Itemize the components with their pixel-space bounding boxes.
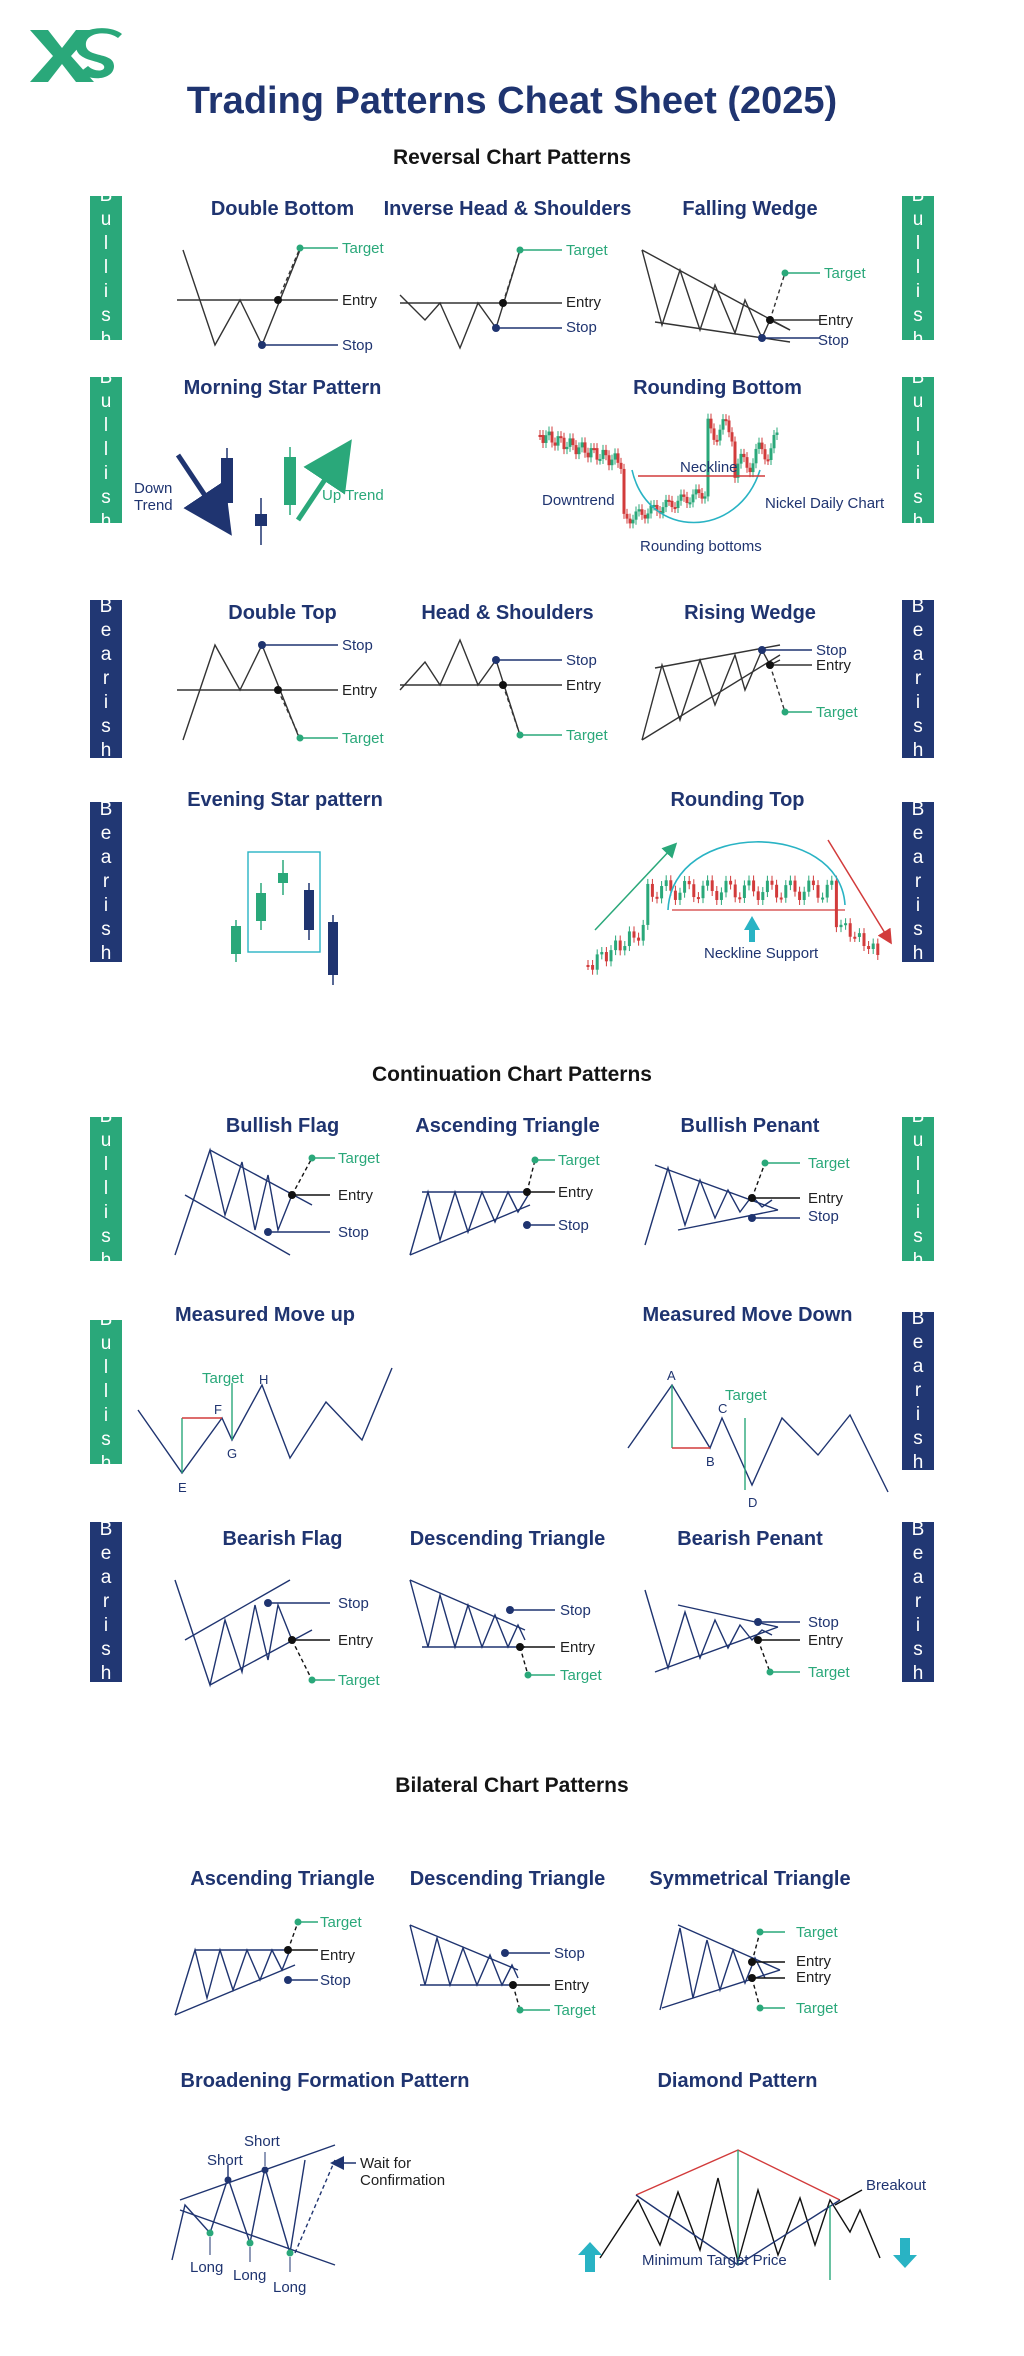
target-label: Target [808,1155,850,1172]
target-label: Target [796,2000,838,2017]
stop-label: Stop [566,319,597,336]
long-label: Long [233,2267,267,2284]
diagram-inverse-head-shoulders [400,250,562,348]
diagram-double-bottom [177,248,338,345]
neckline-label: Neckline [680,459,738,476]
entry-label: Entry [560,1639,596,1656]
long-label: Long [190,2259,224,2276]
entry-label: Entry [566,677,602,694]
target-label: Target [566,727,608,744]
target-label: Target [320,1914,362,1931]
point-d-label: D [748,1495,758,1510]
side-badge-bearish: B e a r i s h [90,600,122,758]
long-label: Long [273,2279,307,2296]
diagram-bearish-penant [645,1590,800,1672]
point-c-label: C [718,1401,728,1416]
pattern-title-inverse-head-shoulders: Inverse Head & Shoulders [383,198,632,220]
stop-label: Stop [818,332,849,349]
wait-for-confirmation-label: Confirmation [360,2172,446,2189]
pattern-title-rounding-bottom: Rounding Bottom [633,377,802,399]
diagram-bearish-flag [175,1580,335,1685]
target-label: Target [725,1387,767,1404]
pattern-title-symmetrical-triangle: Symmetrical Triangle [649,1868,851,1890]
side-badge-bullish: B u l l i s h [902,1117,934,1261]
up-trend-label: Up Trend [322,487,384,504]
entry-label: Entry [342,292,378,309]
target-point [297,245,304,252]
pattern-title-ascending-triangle: Ascending Triangle [415,1115,600,1137]
diagram-bullish-penant [645,1163,800,1245]
side-badge-bullish: B u l l i s h [90,1320,122,1464]
entry-label: Entry [566,294,602,311]
entry-label: Entry [796,1969,832,1986]
up-arrow-icon [578,2242,602,2272]
pattern-title-ascending-triangle: Ascending Triangle [190,1868,375,1890]
diagram-head-shoulders [400,640,562,735]
target-label: Target [342,240,384,257]
short-label: Short [207,2152,243,2169]
entry-label: Entry [808,1632,844,1649]
diagram-bullish-flag [175,1150,335,1255]
stop-point [258,341,266,349]
pattern-title-morning-star: Morning Star Pattern [183,377,382,399]
point-f-label: F [214,1402,222,1417]
page-title: Trading Patterns Cheat Sheet (2025) [186,80,838,122]
target-label: Target [202,1370,244,1387]
side-badge-bullish: B u l l i s h [90,196,122,340]
entry-label: Entry [320,1947,356,1964]
stop-label: Stop [338,1595,369,1612]
short-label: Short [244,2133,280,2150]
stop-label: Stop [816,642,847,659]
nickel-daily-chart-label: Nickel Daily Chart [765,495,885,512]
stop-label: Stop [808,1614,839,1631]
breakout-label: Breakout [866,2177,927,2194]
pattern-title-rounding-top: Rounding Top [670,789,805,811]
section-title-bilateral: Bilateral Chart Patterns [395,1774,629,1797]
diagram-broadening-formation [172,2145,356,2265]
pattern-title-double-top: Double Top [228,602,337,624]
target-label: Target [342,730,384,747]
diagram-bi-descending-triangle [410,1925,550,2010]
pattern-title-measured-move-down: Measured Move Down [642,1304,853,1326]
target-label: Target [560,1667,602,1684]
entry-label: Entry [554,1977,590,1994]
target-label: Target [554,2002,596,2019]
pattern-title-double-bottom: Double Bottom [210,198,355,220]
side-badge-bearish: B e a r i s h [902,600,934,758]
pattern-title-bearish-penant: Bearish Penant [677,1528,823,1550]
stop-label: Stop [558,1217,589,1234]
diagram-symmetrical-triangle [660,1925,785,2010]
entry-label: Entry [818,312,854,329]
entry-point [274,296,282,304]
section-title-reversal: Reversal Chart Patterns [392,146,632,169]
pattern-title-falling-wedge: Falling Wedge [682,198,818,220]
pattern-title-evening-star: Evening Star pattern [187,789,383,811]
stop-label: Stop [554,1945,585,1962]
wait-for-confirmation-label: Wait for [360,2155,412,2172]
target-label: Target [558,1152,600,1169]
diagram-morning-star [178,447,338,545]
point-g-label: G [227,1446,238,1461]
stop-label: Stop [320,1972,351,1989]
target-label: Target [338,1150,380,1167]
section-title-continuation: Continuation Chart Patterns [371,1063,652,1086]
entry-label: Entry [338,1187,374,1204]
side-badge-bearish: B e a r i s h [90,802,122,962]
stop-label: Stop [338,1224,369,1241]
target-label: Target [338,1672,380,1689]
entry-label: Entry [796,1953,832,1970]
side-badge-bullish: B u l l i s h [90,377,122,523]
stop-label: Stop [342,337,373,354]
down-trend-label: Down [134,480,173,497]
diagram-ascending-triangle [410,1160,555,1255]
entry-label: Entry [338,1632,374,1649]
target-label: Target [796,1924,838,1941]
neckline-support-label: Neckline Support [704,945,819,962]
stop-label: Stop [342,637,373,654]
pattern-title-diamond: Diamond Pattern [657,2070,818,2092]
rounding-bottoms-label: Rounding bottoms [640,538,762,555]
down-arrow-icon [893,2238,917,2268]
target-label: Target [824,265,866,282]
side-badge-bullish: B u l l i s h [902,377,934,523]
stop-label: Stop [560,1602,591,1619]
pattern-title-descending-triangle: Descending Triangle [409,1868,606,1890]
diagram-descending-triangle [410,1580,555,1675]
target-label: Target [566,242,608,259]
entry-label: Entry [342,682,378,699]
pattern-title-head-shoulders: Head & Shoulders [421,602,594,624]
side-badge-bullish: B u l l i s h [90,1117,122,1261]
side-badge-bearish: B e a r i s h [902,1312,934,1470]
side-badge-bearish: B e a r i s h [902,1522,934,1682]
down-trend-label: Trend [134,497,173,514]
side-badge-bearish: B e a r i s h [90,1522,122,1682]
entry-label: Entry [558,1184,594,1201]
point-b-label: B [706,1454,715,1469]
stop-label: Stop [566,652,597,669]
point-h-label: H [259,1372,269,1387]
pattern-title-bullish-flag: Bullish Flag [225,1115,340,1137]
point-a-label: A [667,1368,676,1383]
diagram-double-top [177,645,338,740]
diagram-rising-wedge [642,645,812,740]
side-badge-bearish: B e a r i s h [902,802,934,962]
minimum-target-price-label: Minimum Target Price [642,2252,787,2269]
stop-label: Stop [808,1208,839,1225]
diagram-evening-star [231,852,338,985]
pattern-title-bullish-penant: Bullish Penant [680,1115,820,1137]
pattern-title-rising-wedge: Rising Wedge [684,602,816,624]
pattern-title-broadening-formation: Broadening Formation Pattern [180,2070,470,2092]
point-e-label: E [178,1480,187,1495]
pattern-title-measured-move-up: Measured Move up [174,1304,356,1326]
diagram-falling-wedge [642,250,820,342]
diagram-bi-ascending-triangle [175,1922,318,2015]
target-label: Target [808,1664,850,1681]
pattern-title-bearish-flag: Bearish Flag [222,1528,343,1550]
entry-label: Entry [816,657,852,674]
pattern-title-descending-triangle: Descending Triangle [409,1528,606,1550]
downtrend-label: Downtrend [542,492,615,509]
target-label: Target [816,704,858,721]
side-badge-bullish: B u l l i s h [902,196,934,340]
entry-label: Entry [808,1190,844,1207]
